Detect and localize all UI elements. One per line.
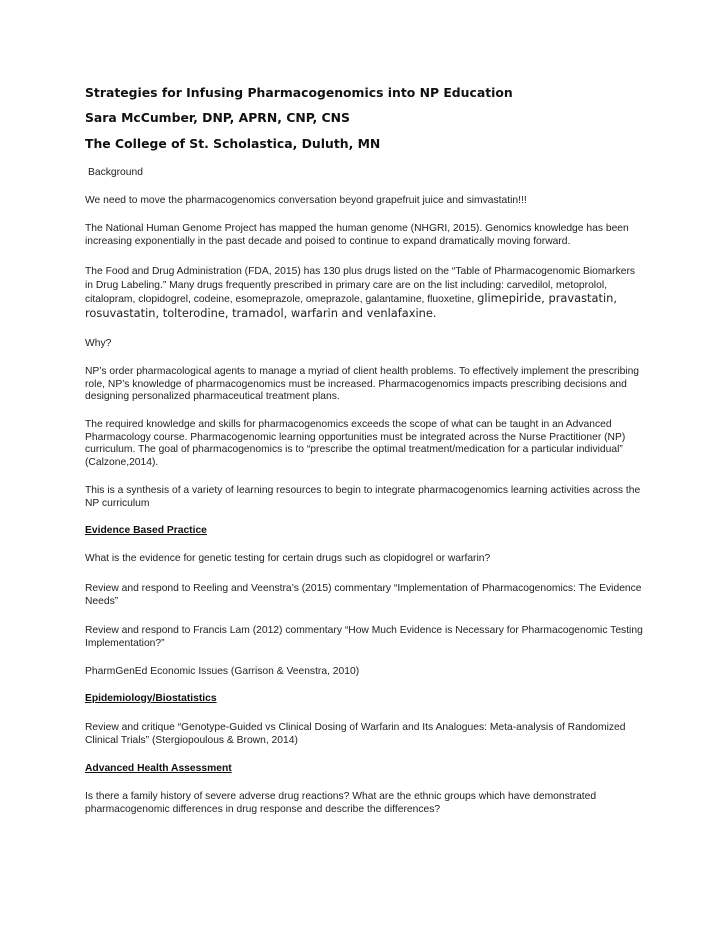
institution-line: The College of St. Scholastica, Duluth, MN [85, 136, 381, 151]
ebp-item-2: Review and respond to Reeling and Veenstra’s (2015) commentary “Implementation of Pharmacogenomics: The Evidence Needs” [85, 583, 642, 607]
section-heading-epi: Epidemiology/Biostatistics [85, 693, 217, 704]
ebp-item-4: PharmGenEd Economic Issues (Garrison & Veenstra, 2010) [85, 666, 360, 677]
paragraph-fda-text: The Food and Drug Administration (FDA, 2015) has 130 plus drugs listed on the “Table of Pharmacogenomic Biomarkers in Drug Labeling.” Many drugs frequently prescribed in primary care are on the list including: carvedilol, metoprolol, citalopram, clopidogrel, codeine, esomeprazole, omeprazole, galantamine, fluoxetine, [85, 266, 636, 306]
why-label: Why? [85, 338, 112, 349]
ebp-item-1: What is the evidence for genetic testing for certain drugs such as clopidogrel or warfarin? [85, 553, 491, 564]
paragraph-genome: The National Human Genome Project has mapped the human genome (NHGRI, 2015). Genomics knowledge has been increasing exponentially in the past decade and poised to continue to expand dramatically moving forward. [85, 223, 629, 247]
drug-list-highlight: glimepiride, pravastatin, rosuvastatin, tolterodine, tramadol, warfarin and venlafaxine. [85, 291, 617, 320]
epi-item-1: Review and critique “Genotype-Guided vs Clinical Dosing of Warfarin and Its Analogues: Meta-analysis of Randomized Clinical Trials” (Stergiopoulous & Brown, 2014) [85, 722, 626, 746]
paragraph-scope: The required knowledge and skills for pharmacogenomics exceeds the scope of what can be taught in an Advanced Pharmacology course. Pharmacogenomic learning opportunities must be integrated across the Nurse Practitioner (NP) curriculum. The goal of pharmacogenomics is to “prescribe the optimal treatment/medication for a particular individual” (Calzone,2014). [85, 419, 626, 468]
ebp-item-3: Review and respond to Francis Lam (2012) commentary “How Much Evidence is Necessary for Pharmacogenomic Testing Implementation?” [85, 625, 643, 649]
document-title: Strategies for Infusing Pharmacogenomics into NP Education [85, 85, 513, 100]
aha-item-1: Is there a family history of severe adverse drug reactions? What are the ethnic groups which have demonstrated pharmacogenomic differences in drug response and describe the differences? [85, 791, 597, 815]
paragraph-intro: We need to move the pharmacogenomics conversation beyond grapefruit juice and simvastatin!!! [85, 195, 527, 206]
section-heading-ebp: Evidence Based Practice [85, 525, 207, 536]
background-label: Background [88, 167, 143, 178]
section-heading-aha: Advanced Health Assessment [85, 763, 232, 774]
author-line: Sara McCumber, DNP, APRN, CNP, CNS [85, 110, 350, 125]
paragraph-synthesis: This is a synthesis of a variety of learning resources to begin to integrate pharmacogenomics learning activities across the NP curriculum [85, 485, 641, 509]
paragraph-fda [85, 265, 645, 321]
paragraph-np-role: NP’s order pharmacological agents to manage a myriad of client health problems. To effectively implement the prescribing role, NP’s knowledge of pharmacogenomics must be increased. Pharmacogenomics impacts prescribing decisions and designing personalized pharmaceutical treatment plans. [85, 366, 640, 403]
